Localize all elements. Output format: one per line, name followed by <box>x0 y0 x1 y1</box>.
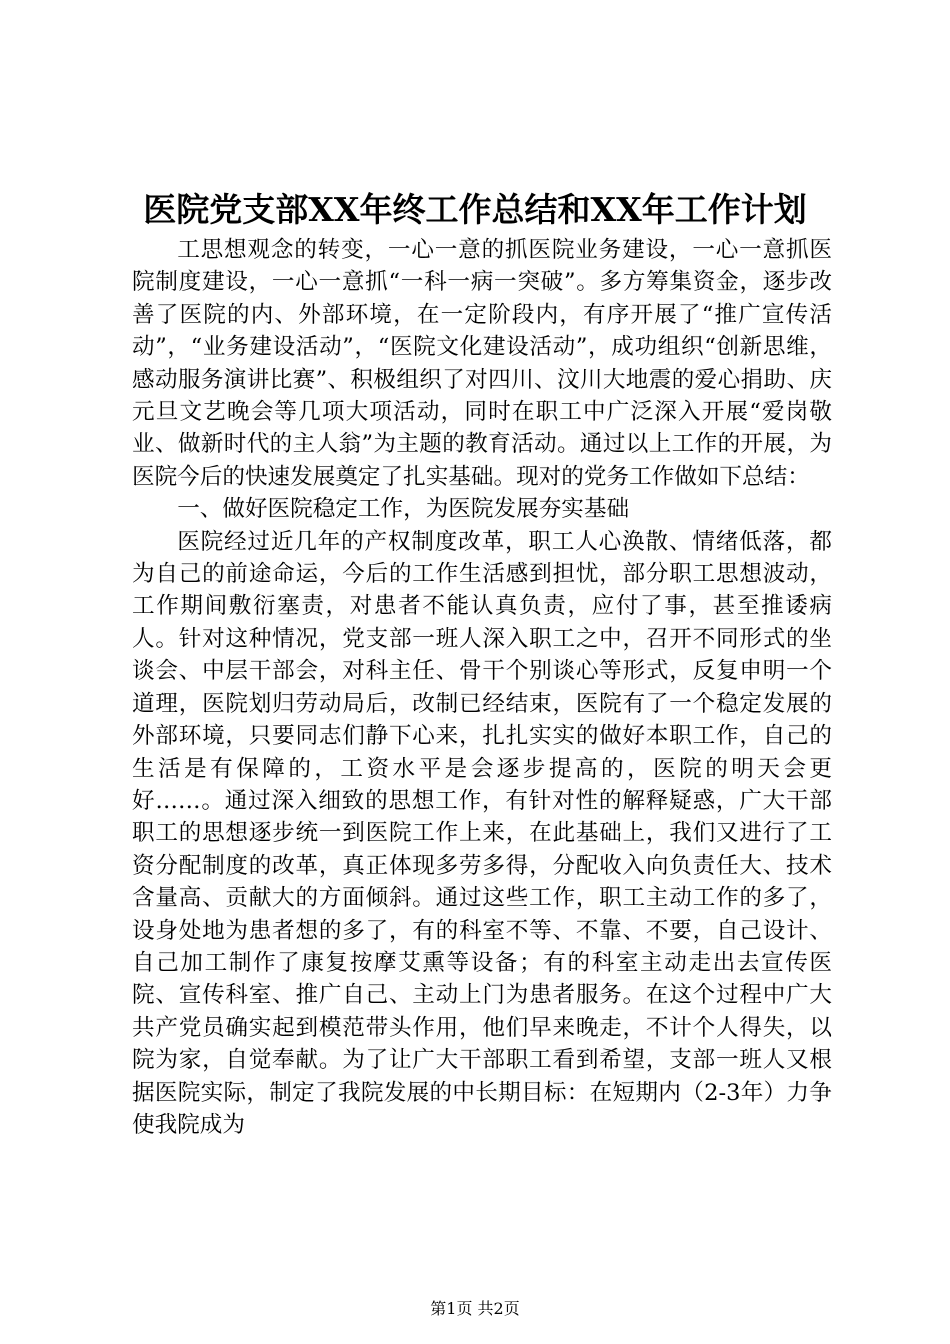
page-number-footer: 第1页 共2页 <box>430 1299 520 1318</box>
document-title: 医院党支部XX年终工作总结和XX年工作计划 <box>143 190 807 229</box>
paragraph-stability: 医院经过近几年的产权制度改革，职工人心涣散、情绪低落，都为自己的前途命运，今后的工作生活感到担忧，部分职工思想波动，工作期间敷衍塞责，对患者不能认真负责，应付了事，甚至推诿病人。针对这种情况，党支部一班人深入职工之中，召开不同形式的坐谈会、中层干部会，对科主任、骨干个别谈心等形式，反复申明一个道理，医院划归劳动局后，改制已经结束，医院有了一个稳定发展的外部环境，只要同志们静下心来，扎扎实实的做好本职工作，自己的生活是有保障的，工资水平是会逐步提高的，医院的明天会更好……。通过深入细致的思想工作，有针对性的解释疑惑，广大干部职工的思想逐步统一到医院工作上来，在此基础上，我们又进行了工资分配制度的改革，真正体现多劳多得，分配收入向负责任大、技术含量高、贡献大的方面倾斜。通过这些工作，职工主动工作的多了，设身处地为患者想的多了，有的科室不等、不靠、不要，自己设计、自己加工制作了康复按摩艾熏等设备；有的科室主动走出去宣传医院、宣传科室、推广自己、主动上门为患者服务。在这个过程中广大共产党员确实起到模范带头作用，他们早来晚走，不计个人得失，以院为家，自觉奉献。为了让广大干部职工看到希望，支部一班人又根据医院实际，制定了我院发展的中长期目标：在短期内（2-3年）力争使我院成为 <box>132 528 832 1138</box>
section-heading: 一、做好医院稳定工作，为医院发展夯实基础 <box>177 496 630 523</box>
paragraph-intro: 工思想观念的转变，一心一意的抓医院业务建设，一心一意抓医院制度建设，一心一意抓“一科一病一突破”。多方筹集资金，逐步改善了医院的内、外部环境，在一定阶段内，有序开展了“推广宣传活动”，“业务建设活动”，“医院文化建设活动”，成功组织“创新思维，感动服务演讲比赛”、积极组织了对四川、汶川大地震的爱心捐助、庆元旦文艺晚会等几项大项活动，同时在职工中广泛深入开展“爱岗敬业、做新时代的主人翁”为主题的教育活动。通过以上工作的开展，为医院今后的快速发展奠定了扎实基础。现对的党务工作做如下总结： <box>132 237 832 490</box>
document-body <box>132 234 832 1141</box>
